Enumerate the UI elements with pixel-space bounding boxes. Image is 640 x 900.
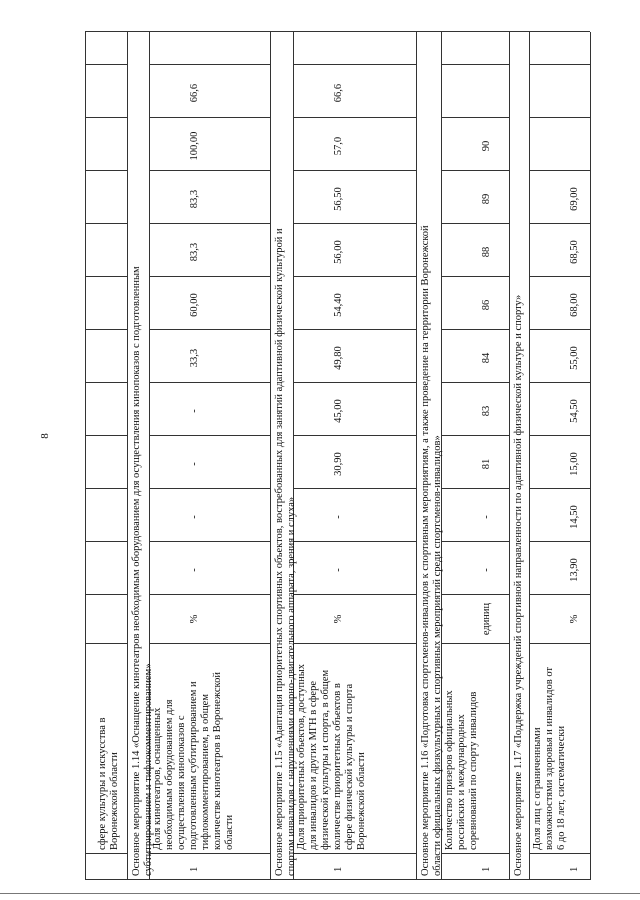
table-border-vertical (293, 329, 416, 330)
page-number: 8 (38, 433, 51, 439)
table-border-vertical (441, 382, 509, 383)
table-border-vertical (293, 117, 416, 118)
table-border-vertical (149, 853, 270, 854)
value-cell: 66,6 (189, 83, 200, 103)
value-cell: 68,00 (569, 293, 580, 317)
table-border-horizontal (127, 32, 128, 880)
table-border-vertical (149, 329, 270, 330)
table-border-vertical (85, 435, 127, 436)
value-cell: - (481, 568, 492, 572)
indicator-name: Доля кинотеатров, оснащенных необходимым оборудованием для осуществления кинопоказов с подготовленным субтитрированием и тифлокомментированием, в общем количестве кинотеатров в Воронежской области (152, 672, 235, 850)
value-cell: 60,00 (189, 293, 200, 317)
unit-cell: единиц (481, 602, 492, 636)
value-cell: 81 (481, 458, 492, 470)
value-cell: 56,50 (333, 187, 344, 211)
table-border-vertical (293, 488, 416, 489)
table-border-horizontal (509, 32, 510, 880)
value-cell: - (333, 515, 344, 519)
table-border-vertical (85, 64, 127, 65)
value-cell: 30,90 (333, 452, 344, 476)
value-cell: 49,80 (333, 346, 344, 370)
value-cell: 57,0 (333, 136, 344, 156)
table-border-vertical (293, 382, 416, 383)
table-border-vertical (441, 488, 509, 489)
table-border-vertical (441, 223, 509, 224)
table-border-vertical (441, 643, 509, 644)
value-cell: 55,00 (569, 346, 580, 370)
value-cell: 86 (481, 299, 492, 311)
row-index: 1 (569, 866, 580, 872)
table-border-vertical (85, 170, 127, 171)
value-cell: - (481, 515, 492, 519)
rotated-table (85, 32, 640, 880)
value-cell: 100,00 (189, 131, 200, 161)
table-border-vertical (85, 329, 127, 330)
value-cell: - (333, 568, 344, 572)
value-cell: - (189, 515, 200, 519)
indicator-name: Количество призеров официальных российских и международных соревнований по спорту инвалидов (444, 690, 479, 850)
value-cell: 88 (481, 246, 492, 258)
table-border-vertical (85, 879, 590, 880)
value-cell: 84 (481, 352, 492, 364)
table-border-vertical (85, 223, 127, 224)
table-border-vertical (149, 435, 270, 436)
row-index: 1 (481, 866, 492, 872)
value-cell: 33,3 (189, 348, 200, 368)
value-cell: 83 (481, 405, 492, 417)
table-border-vertical (149, 223, 270, 224)
table-border-vertical (441, 435, 509, 436)
measure-title: Основное мероприятие 1.14 «Оснащение кинотеатров необходимым оборудованием для осуществления кинопоказов с подготовленным субтитрированием и тифлокомментированием» (131, 266, 154, 876)
table-border-vertical (149, 594, 270, 595)
table-border-vertical (441, 64, 509, 65)
table-border-vertical (85, 382, 127, 383)
value-cell: 83,3 (189, 189, 200, 209)
indicator-name: Доля лиц с ограниченными возможностями здоровья и инвалидов от 6 до 18 лет, систематически (532, 666, 567, 850)
value-cell: 68,50 (569, 240, 580, 264)
measure-title: Основное мероприятие 1.17 «Поддержка учреждений спортивной направленности по адаптивной физической культуре и спорту» (513, 294, 524, 876)
value-cell: - (189, 568, 200, 572)
table-border-vertical (293, 853, 416, 854)
table-border-vertical (441, 170, 509, 171)
table-border-vertical (529, 853, 590, 854)
table-border-horizontal (416, 32, 417, 880)
table-border-vertical (85, 488, 127, 489)
table-border-vertical (529, 64, 590, 65)
value-cell: - (189, 462, 200, 466)
table-border-vertical (85, 541, 127, 542)
unit-cell: % (569, 614, 580, 624)
value-cell: 69,00 (569, 187, 580, 211)
value-cell: 66,6 (333, 83, 344, 103)
table-border-horizontal (270, 32, 271, 880)
value-cell: 14,50 (569, 505, 580, 529)
table-border-vertical (529, 117, 590, 118)
top-fragment-name: сфере культуры и искусства в Воронежской области (97, 717, 120, 850)
table-border-vertical (293, 276, 416, 277)
table-border-vertical (149, 382, 270, 383)
row-index: 1 (333, 866, 344, 872)
row-index: 1 (189, 866, 200, 872)
table-border-vertical (441, 594, 509, 595)
table-border-vertical (441, 853, 509, 854)
table-border-horizontal (590, 32, 591, 880)
table-border-vertical (441, 117, 509, 118)
table-border-vertical (293, 223, 416, 224)
table-border-vertical (293, 541, 416, 542)
unit-cell: % (333, 614, 344, 624)
value-cell: 15,00 (569, 452, 580, 476)
value-cell: 54,40 (333, 293, 344, 317)
table-border-vertical (293, 643, 416, 644)
unit-cell: % (189, 614, 200, 624)
table-border-vertical (293, 170, 416, 171)
table-border-horizontal (529, 32, 530, 880)
table-border-vertical (293, 64, 416, 65)
value-cell: 13,90 (569, 558, 580, 582)
table-border-horizontal (85, 32, 86, 880)
table-border-vertical (149, 64, 270, 65)
table-border-vertical (441, 329, 509, 330)
table-border-vertical (149, 488, 270, 489)
value-cell: 89 (481, 193, 492, 205)
value-cell: - (189, 409, 200, 413)
table-border-vertical (529, 170, 590, 171)
table-border-vertical (149, 276, 270, 277)
table-border-vertical (149, 117, 270, 118)
table-border-vertical (85, 276, 127, 277)
value-cell: 54,50 (569, 399, 580, 423)
table-border-vertical (149, 541, 270, 542)
table-border-vertical (85, 643, 127, 644)
indicator-name: Доля приоритетных объектов, доступных для инвалидов и других МГН в сфере физической культуры и спорта, в общем количестве приоритетных объектов в сфере физической культуры и спорта Воронежской области (296, 663, 367, 850)
table-border-vertical (293, 594, 416, 595)
table-border-vertical (441, 541, 509, 542)
value-cell: 90 (481, 140, 492, 152)
value-cell: 83,3 (189, 242, 200, 262)
value-cell: 45,00 (333, 399, 344, 423)
table-border-vertical (441, 276, 509, 277)
table-border-vertical (149, 170, 270, 171)
value-cell: 56,00 (333, 240, 344, 264)
table-border-vertical (85, 594, 127, 595)
table-border-vertical (85, 117, 127, 118)
measure-title: Основное мероприятие 1.16 «Подготовка спортсменов-инвалидов к спортивным мероприятиям, а также проведение на территории Воронежской области официальных физкультурных и спортивных мероприятий среди спортсменов-инвалидов» (420, 225, 443, 876)
table-border-vertical (149, 643, 270, 644)
table-border-vertical (293, 435, 416, 436)
table-border-vertical (85, 31, 590, 32)
table-border-vertical (85, 853, 127, 854)
page-bottom-edge (0, 893, 640, 894)
measure-title: Основное мероприятие 1.15 «Адаптация приоритетных спортивных объектов, востребованных для занятий адаптивной физической культурой и спортом инвалидов с нарушениями опорно-двигательного аппарата, зрения и слуха» (274, 228, 297, 876)
